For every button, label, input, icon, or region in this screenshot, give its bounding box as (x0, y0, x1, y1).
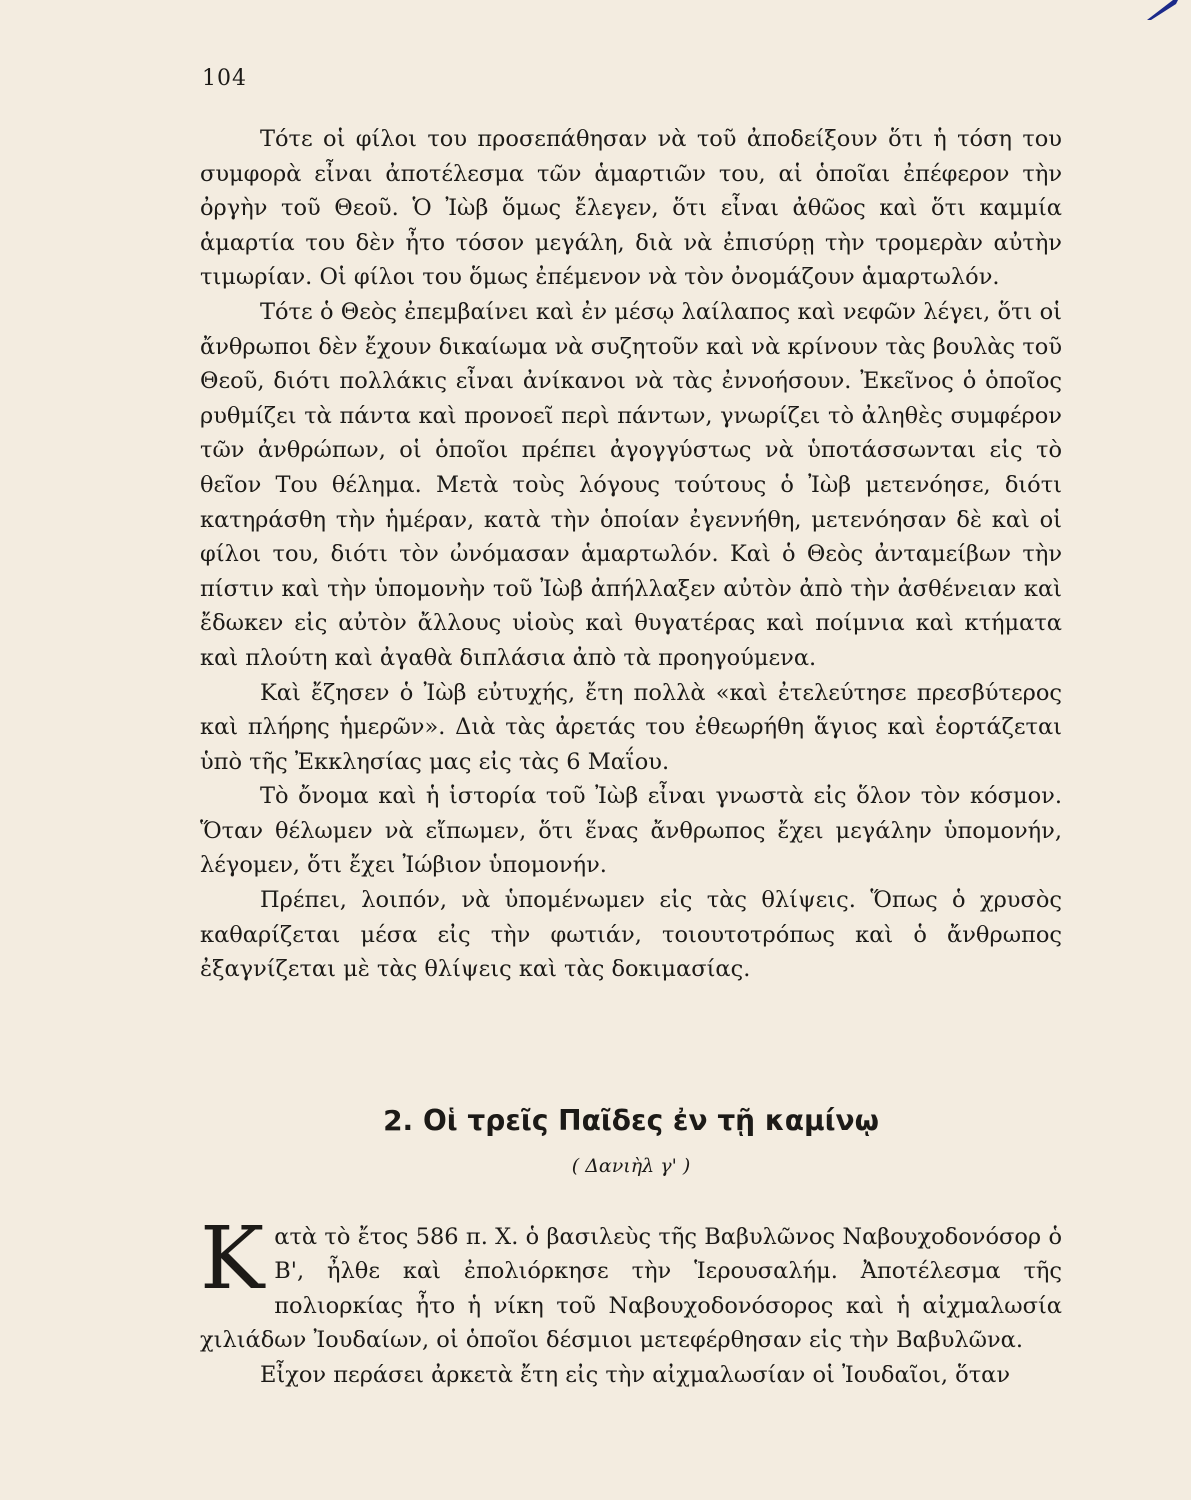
pen-mark-icon (1143, 0, 1183, 22)
drop-cap: Κ (200, 1209, 265, 1309)
paragraph: Τότε οἱ φίλοι του προσεπάθησαν νὰ τοῦ ἀποδείξουν ὅτι ἡ τόση του συμφορὰ εἶναι ἀποτέλεσμα τῶν ἁμαρτιῶν του, αἱ ὁποῖαι ἐπέφερον τὴν ὀργὴν τοῦ Θεοῦ. Ὁ Ἰὼβ ὅμως ἔλεγεν, ὅτι εἶναι ἀθῶος καὶ ὅτι καμμία ἁμαρτία του δὲν ἦτο τόσον μεγάλη, διὰ νὰ ἐπισύρῃ τὴν τρομερὰν αὐτὴν τιμωρίαν. Οἱ φίλοι του ὅμως ἐπέμενον νὰ τὸν ὀνομάζουν ἁμαρτωλόν. (200, 126, 1062, 291)
chapter-first-paragraph (200, 1209, 1062, 1358)
paragraph: Τὸ ὄνομα καὶ ἡ ἱστορία τοῦ Ἰὼβ εἶναι γνωστὰ εἰς ὅλον τὸν κόσμον. Ὅταν θέλωμεν νὰ εἴπωμεν, ὅτι ἕνας ἄνθρωπος ἔχει μεγάλην ὑπομονήν, λέγομεν, ὅτι ἔχει Ἰώβιον ὑπομονήν. (200, 783, 1062, 879)
paragraph: Καὶ ἔζησεν ὁ Ἰὼβ εὐτυχής, ἔτη πολλὰ «καὶ ἐτελεύτησε πρεσβύτερος καὶ πλήρης ἡμερῶν». Διὰ τὰς ἀρετάς του ἐθεωρήθη ἅγιος καὶ ἑορτάζεται ὑπὸ τῆς Ἐκκλησίας μας εἰς τὰς 6 Μαΐου. (200, 679, 1062, 775)
chapter-title: 2. Οἱ τρεῖς Παῖδες ἐν τῇ καμίνῳ (383, 1104, 879, 1137)
chapter-first-paragraph-text: ατὰ τὸ ἔτος 586 π. Χ. ὁ βασιλεὺς τῆς Βαβυλῶνος Ναβουχοδονόσορ ὁ Β', ἦλθε καὶ ἐπολιόρκησε τὴν Ἱερουσαλήμ. Ἀποτέλεσμα τῆς πολιορκίας ἦτο ἡ νίκη τοῦ Ναβουχοδονόσορος καὶ ἡ αἰχμαλωσία χιλιάδων Ἰουδαίων, οἱ ὁποῖοι δέσμιοι μετεφέρθησαν εἰς τὴν Βαβυλῶνα. (200, 1224, 1062, 1354)
paragraph: Πρέπει, λοιπόν, νὰ ὑπομένωμεν εἰς τὰς θλίψεις. Ὅπως ὁ χρυσὸς καθαρίζεται μέσα εἰς τὴν φωτιάν, τοιουτοτρόπως καὶ ὁ ἄνθρωπος ἐξαγνίζεται μὲ τὰς θλίψεις καὶ τὰς δοκιμασίας. (200, 887, 1062, 983)
paragraph: Τότε ὁ Θεὸς ἐπεμβαίνει καὶ ἐν μέσῳ λαίλαπος καὶ νεφῶν λέγει, ὅτι οἱ ἄνθρωποι δὲν ἔχουν δικαίωμα νὰ συζητοῦν καὶ νὰ κρίνουν τὰς βουλὰς τοῦ Θεοῦ, διότι πολλάκις εἶναι ἀνίκανοι νὰ τὰς ἐννοήσουν. Ἐκεῖνος ὁ ὁποῖος ρυθμίζει τὰ πάντα καὶ προνοεῖ περὶ πάντων, γνωρίζει τὸ ἀληθὲς συμφέρον τῶν ἀνθρώπων, οἱ ὁποῖοι πρέπει ἀγογγύστως νὰ ὑποτάσσωνται εἰς τὸ θεῖον Του θέλημα. Μετὰ τοὺς λόγους τούτους ὁ Ἰὼβ μετενόησε, διότι κατηράσθη τὴν ἡμέραν, κατὰ τὴν ὁποίαν ἐγεννήθη, μετενόησαν δὲ καὶ οἱ φίλοι του, διότι τὸν ὠνόμασαν ἁμαρτωλόν. Καὶ ὁ Θεὸς ἀνταμείβων τὴν πίστιν καὶ τὴν ὑπομονὴν τοῦ Ἰὼβ ἀπήλλαξεν αὐτὸν ἀπὸ τὴν ἀσθένειαν καὶ ἔδωκεν εἰς αὐτὸν ἄλλους υἱοὺς καὶ θυγατέρας καὶ ποίμνια καὶ κτήματα καὶ πλούτη καὶ ἀγαθὰ διπλάσια ἀπὸ τὰ προηγούμενα. (200, 298, 1062, 671)
chapter-second-paragraph: Εἶχον περάσει ἀρκετὰ ἔτη εἰς τὴν αἰχμαλωσίαν οἱ Ἰουδαῖοι, ὅταν (260, 1361, 1011, 1388)
page-number: 104 (202, 66, 247, 91)
chapter-text (200, 1209, 1062, 1392)
chapter-reference: ( Δανιὴλ γ' ) (571, 1155, 691, 1177)
body-text (200, 122, 1062, 987)
